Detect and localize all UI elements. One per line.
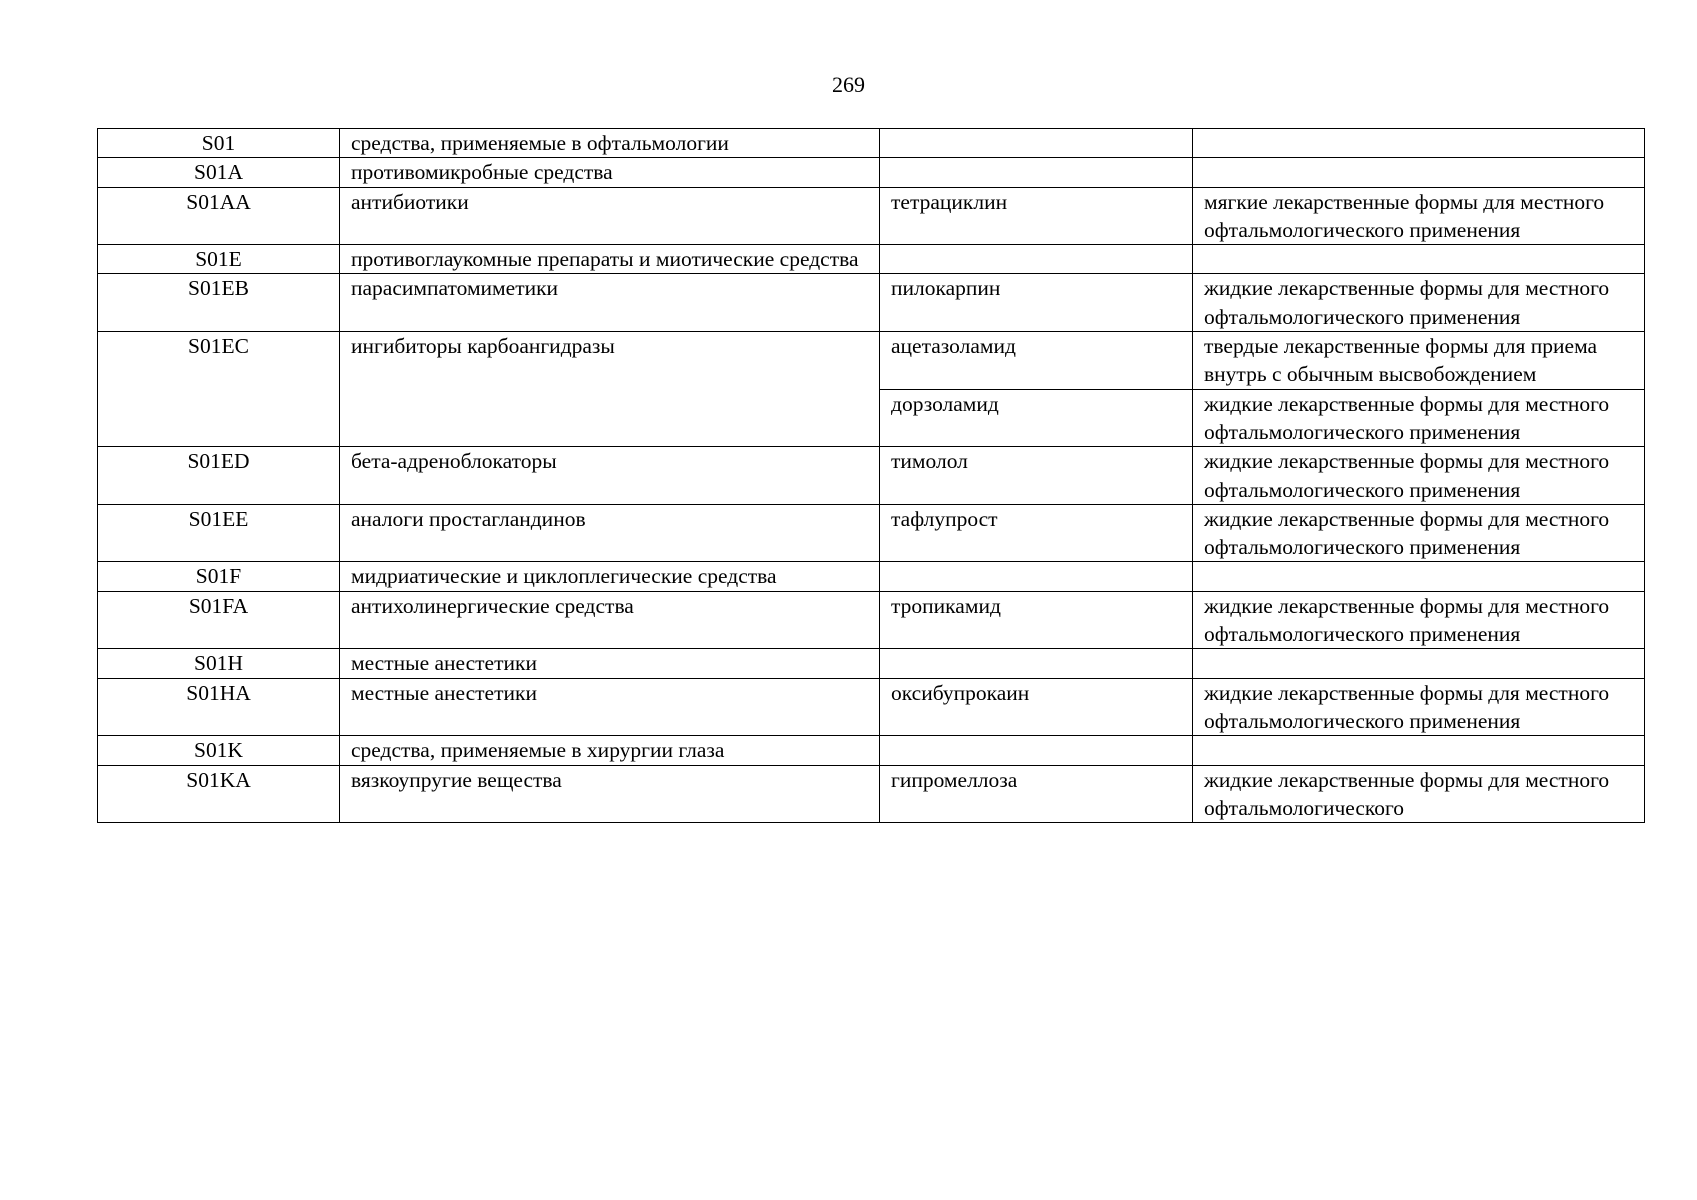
group-name-cell: средства, применяемые в хирургии глаза [340, 736, 880, 765]
drug-name-cell: дорзоламид [880, 389, 1193, 447]
group-name-cell: местные анестетики [340, 649, 880, 678]
table-row [98, 736, 1645, 765]
dosage-form-cell [1193, 245, 1645, 274]
drug-name-cell [880, 245, 1193, 274]
table-row [98, 591, 1645, 649]
drug-name-cell: тимолол [880, 447, 1193, 505]
group-name-cell: антихолинергические средства [340, 591, 880, 649]
dosage-form-cell: твердые лекарственные формы для приема внутрь с обычным высвобождением [1193, 332, 1645, 390]
atc-code-cell: S01EC [98, 332, 340, 447]
dosage-form-cell: жидкие лекарственные формы для местного офтальмологического применения [1193, 274, 1645, 332]
atc-code-cell: S01AA [98, 187, 340, 245]
dosage-form-cell: жидкие лекарственные формы для местного офтальмологического применения [1193, 678, 1645, 736]
table-row [98, 649, 1645, 678]
drug-name-cell: тетрациклин [880, 187, 1193, 245]
drug-name-cell: тафлупрост [880, 504, 1193, 562]
group-name-cell: мидриатические и циклоплегические средства [340, 562, 880, 591]
drug-name-cell: гипромеллоза [880, 765, 1193, 823]
dosage-form-cell [1193, 158, 1645, 187]
table-row [98, 562, 1645, 591]
dosage-form-cell [1193, 736, 1645, 765]
atc-code-cell: S01A [98, 158, 340, 187]
dosage-form-cell [1193, 129, 1645, 158]
group-name-cell: противомикробные средства [340, 158, 880, 187]
dosage-form-cell: жидкие лекарственные формы для местного офтальмологического применения [1193, 447, 1645, 505]
dosage-form-cell: мягкие лекарственные формы для местного офтальмологического применения [1193, 187, 1645, 245]
table-row [98, 158, 1645, 187]
table-row [98, 765, 1645, 823]
atc-code-cell: S01 [98, 129, 340, 158]
drug-name-cell [880, 129, 1193, 158]
group-name-cell: вязкоупругие вещества [340, 765, 880, 823]
atc-code-cell: S01K [98, 736, 340, 765]
drug-name-cell: тропикамид [880, 591, 1193, 649]
table-row [98, 274, 1645, 332]
atc-code-cell: S01H [98, 649, 340, 678]
dosage-form-cell [1193, 649, 1645, 678]
atc-code-cell: S01HA [98, 678, 340, 736]
table-row [98, 187, 1645, 245]
drug-name-cell [880, 562, 1193, 591]
group-name-cell: бета-адреноблокаторы [340, 447, 880, 505]
group-name-cell: аналоги простагландинов [340, 504, 880, 562]
dosage-form-cell [1193, 562, 1645, 591]
atc-code-cell: S01EB [98, 274, 340, 332]
table-row [98, 447, 1645, 505]
table-row [98, 245, 1645, 274]
group-name-cell: противоглаукомные препараты и миотические средства [340, 245, 880, 274]
dosage-form-cell: жидкие лекарственные формы для местного офтальмологического [1193, 765, 1645, 823]
drug-name-cell [880, 158, 1193, 187]
atc-code-cell: S01FA [98, 591, 340, 649]
atc-code-cell: S01EE [98, 504, 340, 562]
table-row [98, 332, 1645, 390]
drug-name-cell: ацетазоламид [880, 332, 1193, 390]
atc-classification-table [97, 128, 1645, 823]
dosage-form-cell: жидкие лекарственные формы для местного офтальмологического применения [1193, 591, 1645, 649]
drug-name-cell [880, 736, 1193, 765]
drug-name-cell: оксибупрокаин [880, 678, 1193, 736]
atc-code-cell: S01ED [98, 447, 340, 505]
drug-name-cell [880, 649, 1193, 678]
atc-code-cell: S01F [98, 562, 340, 591]
atc-code-cell: S01E [98, 245, 340, 274]
group-name-cell: средства, применяемые в офтальмологии [340, 129, 880, 158]
drug-name-cell: пилокарпин [880, 274, 1193, 332]
table-row [98, 129, 1645, 158]
group-name-cell: парасимпатомиметики [340, 274, 880, 332]
table-row [98, 678, 1645, 736]
dosage-form-cell: жидкие лекарственные формы для местного офтальмологического применения [1193, 389, 1645, 447]
page-number: 269 [832, 72, 865, 97]
dosage-form-cell: жидкие лекарственные формы для местного офтальмологического применения [1193, 504, 1645, 562]
table-row [98, 504, 1645, 562]
group-name-cell: местные анестетики [340, 678, 880, 736]
group-name-cell: ингибиторы карбоангидразы [340, 332, 880, 447]
atc-code-cell: S01KA [98, 765, 340, 823]
group-name-cell: антибиотики [340, 187, 880, 245]
